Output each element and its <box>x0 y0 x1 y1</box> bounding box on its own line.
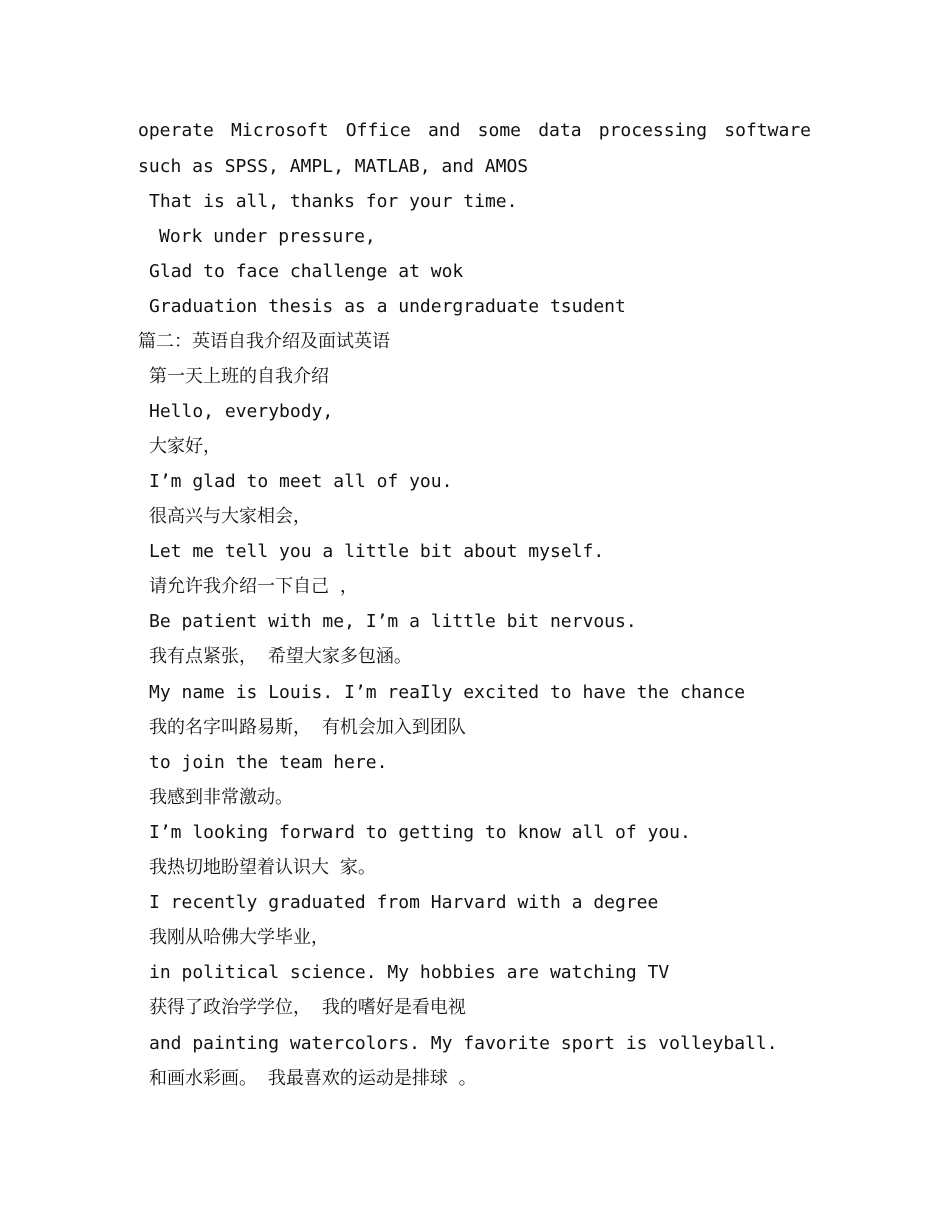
text-line: 大家好， <box>149 436 221 457</box>
text-line: such as SPSS, AMPL, MATLAB, and AMOS <box>138 156 529 177</box>
text-line: My name is Louis. I’m reaIly excited to have the chance <box>149 682 746 703</box>
text-line: I recently graduated from Harvard with a degree <box>149 892 659 913</box>
text-line: and painting watercolors. My favorite sport is volleyball. <box>149 1033 778 1054</box>
text-line: 获得了政治学学位， 我的嗜好是看电视 <box>149 997 466 1018</box>
text-line: Work under pressure, <box>159 226 376 247</box>
section-heading: 篇二：英语自我介绍及面试英语 <box>138 331 390 352</box>
text-line: 我有点紧张， 希望大家多包涵。 <box>149 646 412 667</box>
text-line: Be patient with me, I’m a little bit nervous. <box>149 611 637 632</box>
text-line: 我的名字叫路易斯， 有机会加入到团队 <box>149 717 466 738</box>
text-line: 很高兴与大家相会， <box>149 506 311 527</box>
text-line: Let me tell you a little bit about myself. <box>149 541 605 562</box>
text-line: That is all, thanks for your time. <box>149 191 518 212</box>
text-line: 请允许我介绍一下自己 ， <box>149 576 358 597</box>
text-line: 第一天上班的自我介绍 <box>149 366 329 387</box>
text-line: Hello, everybody, <box>149 401 334 422</box>
text-line: 和画水彩画。 我最喜欢的运动是排球 。 <box>149 1068 477 1089</box>
text-line: I’m glad to meet all of you. <box>149 471 453 492</box>
text-line: Glad to face challenge at wok <box>149 261 464 282</box>
text-line: 我刚从哈佛大学毕业， <box>149 927 329 948</box>
text-line: Graduation thesis as a undergraduate tsudent <box>149 296 626 317</box>
text-line: to join the team here. <box>149 752 388 773</box>
text-line: 我感到非常激动。 <box>149 787 293 808</box>
text-line: 我热切地盼望着认识大 家。 <box>149 857 376 878</box>
text-line: in political science. My hobbies are watching TV <box>149 962 670 983</box>
text-line: operate Microsoft Office and some data processing software <box>138 120 811 141</box>
text-line: I’m looking forward to getting to know all of you. <box>149 822 691 843</box>
